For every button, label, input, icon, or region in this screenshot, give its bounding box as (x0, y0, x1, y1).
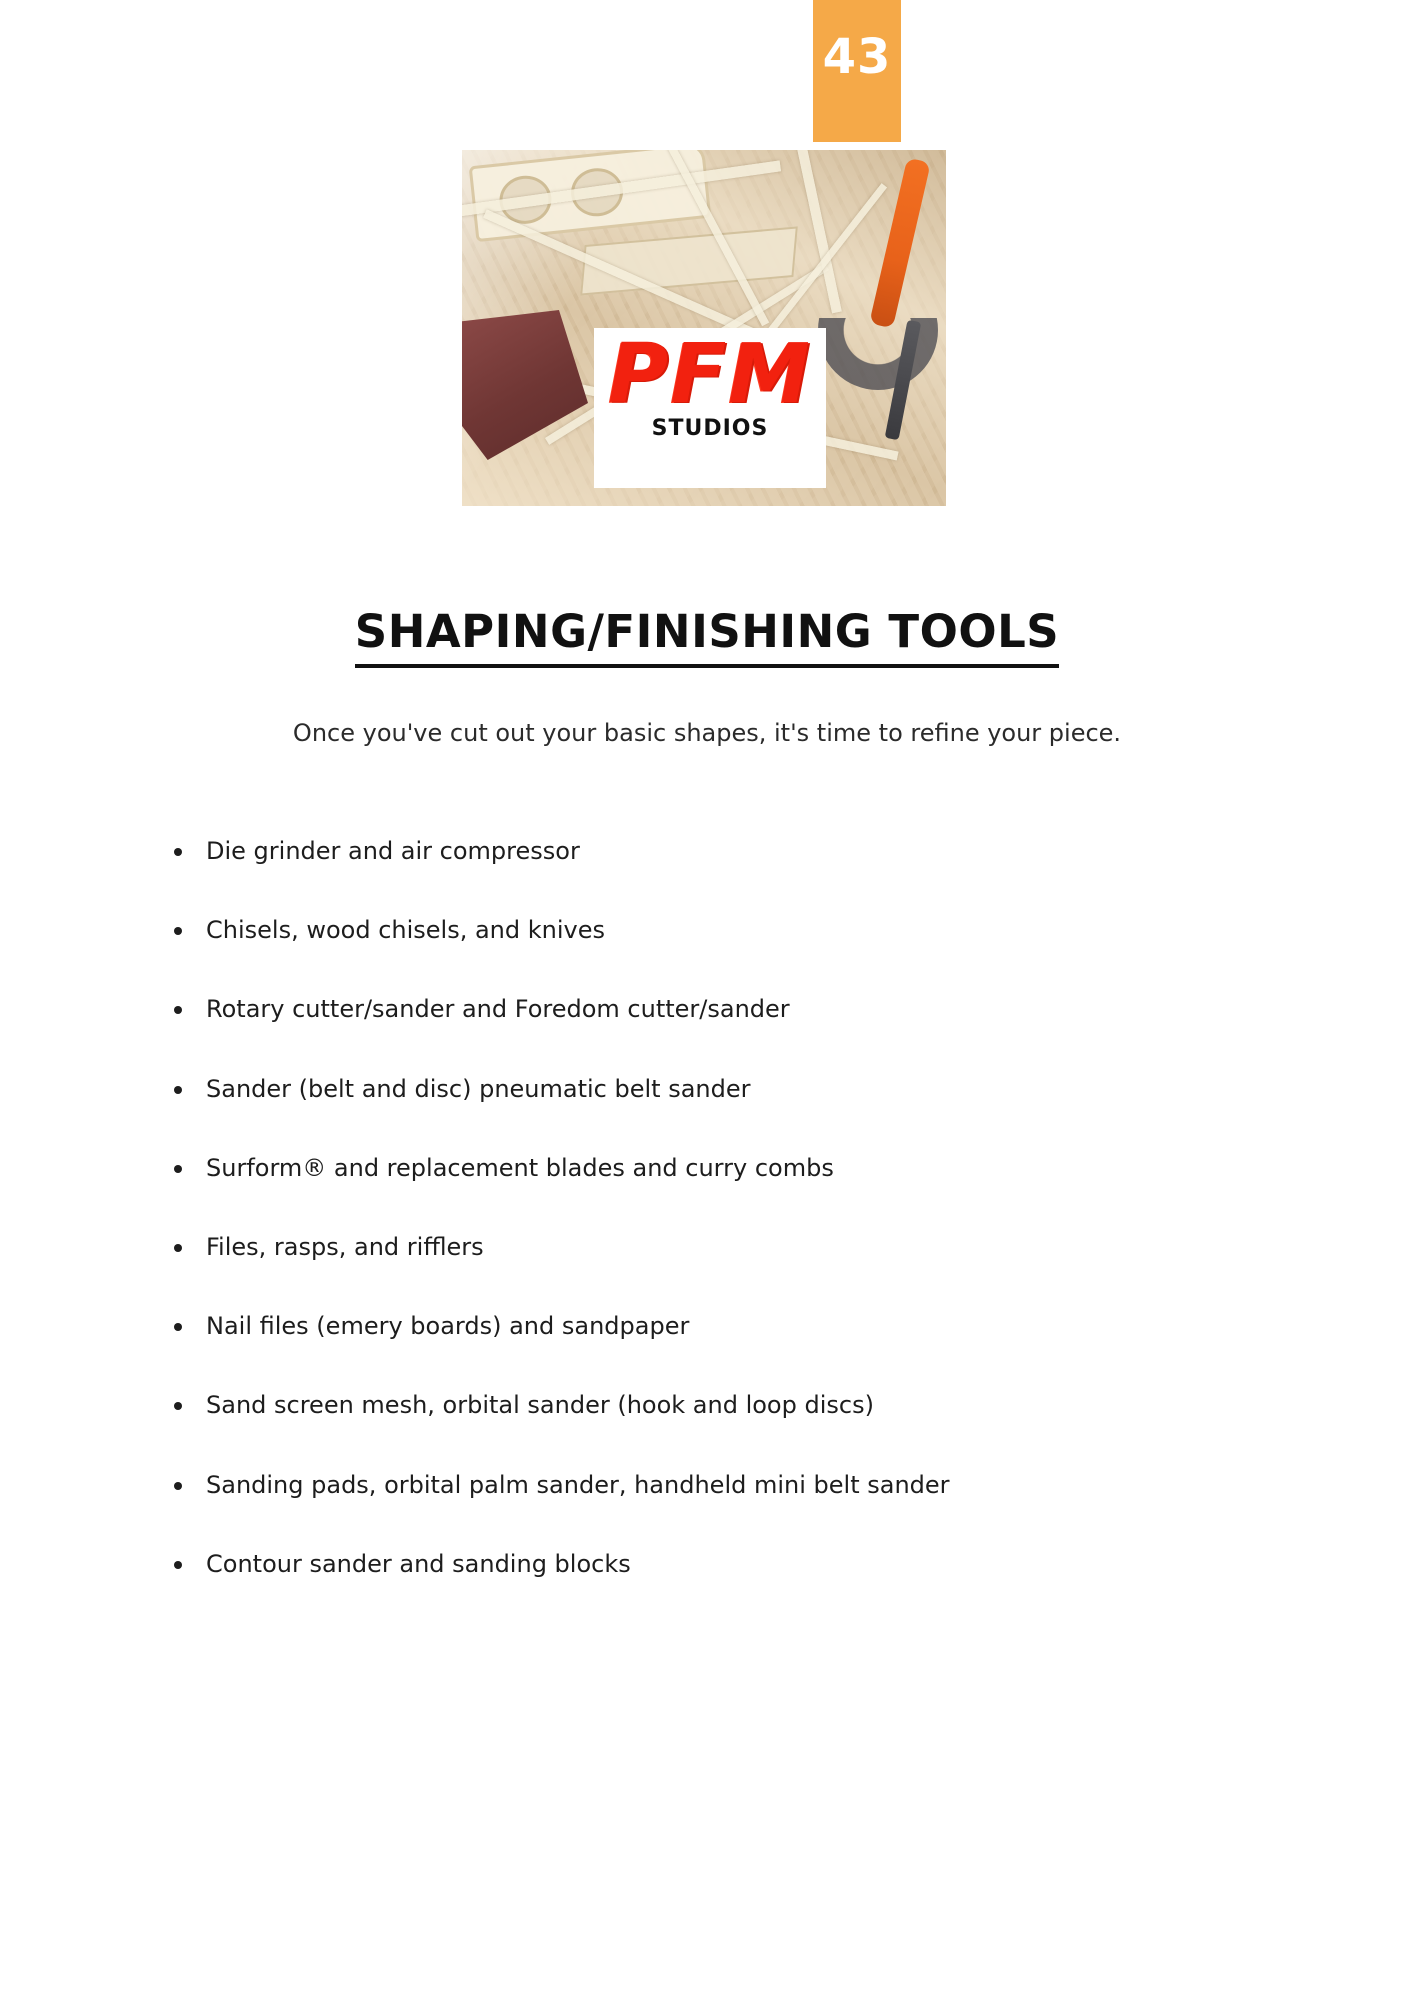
logo-plate (594, 328, 826, 488)
list-item: Sander (belt and disc) pneumatic belt sander (168, 1074, 1288, 1105)
list-item: Chisels, wood chisels, and knives (168, 915, 1288, 946)
list-item: Files, rasps, and rifflers (168, 1232, 1288, 1263)
page-title-text: SHAPING/FINISHING TOOLS (355, 605, 1059, 668)
list-item: Nail files (emery boards) and sandpaper (168, 1311, 1288, 1342)
list-item: Die grinder and air compressor (168, 836, 1288, 867)
list-item: Contour sander and sanding blocks (168, 1549, 1288, 1580)
page-title (0, 605, 1414, 658)
hobby-knife-handle (869, 157, 931, 328)
list-item: Sand screen mesh, orbital sander (hook and loop discs) (168, 1390, 1288, 1421)
page-number: 43 (822, 29, 892, 85)
brand-wordmark: PFM (608, 327, 812, 422)
list-item: Surform® and replacement blades and curry combs (168, 1153, 1288, 1184)
brand-subtitle: STUDIOS (651, 415, 769, 441)
list-item: Sanding pads, orbital palm sander, handheld mini belt sander (168, 1470, 1288, 1501)
balsa-board-shape (580, 226, 798, 295)
tools-list (168, 836, 1288, 1628)
page-number-badge (813, 0, 901, 142)
logo-block (462, 150, 946, 550)
sandpaper-sheet (462, 310, 588, 460)
list-item: Rotary cutter/sander and Foredom cutter/sander (168, 994, 1288, 1025)
intro-paragraph: Once you've cut out your basic shapes, it's time to refine your piece. (292, 719, 1122, 747)
